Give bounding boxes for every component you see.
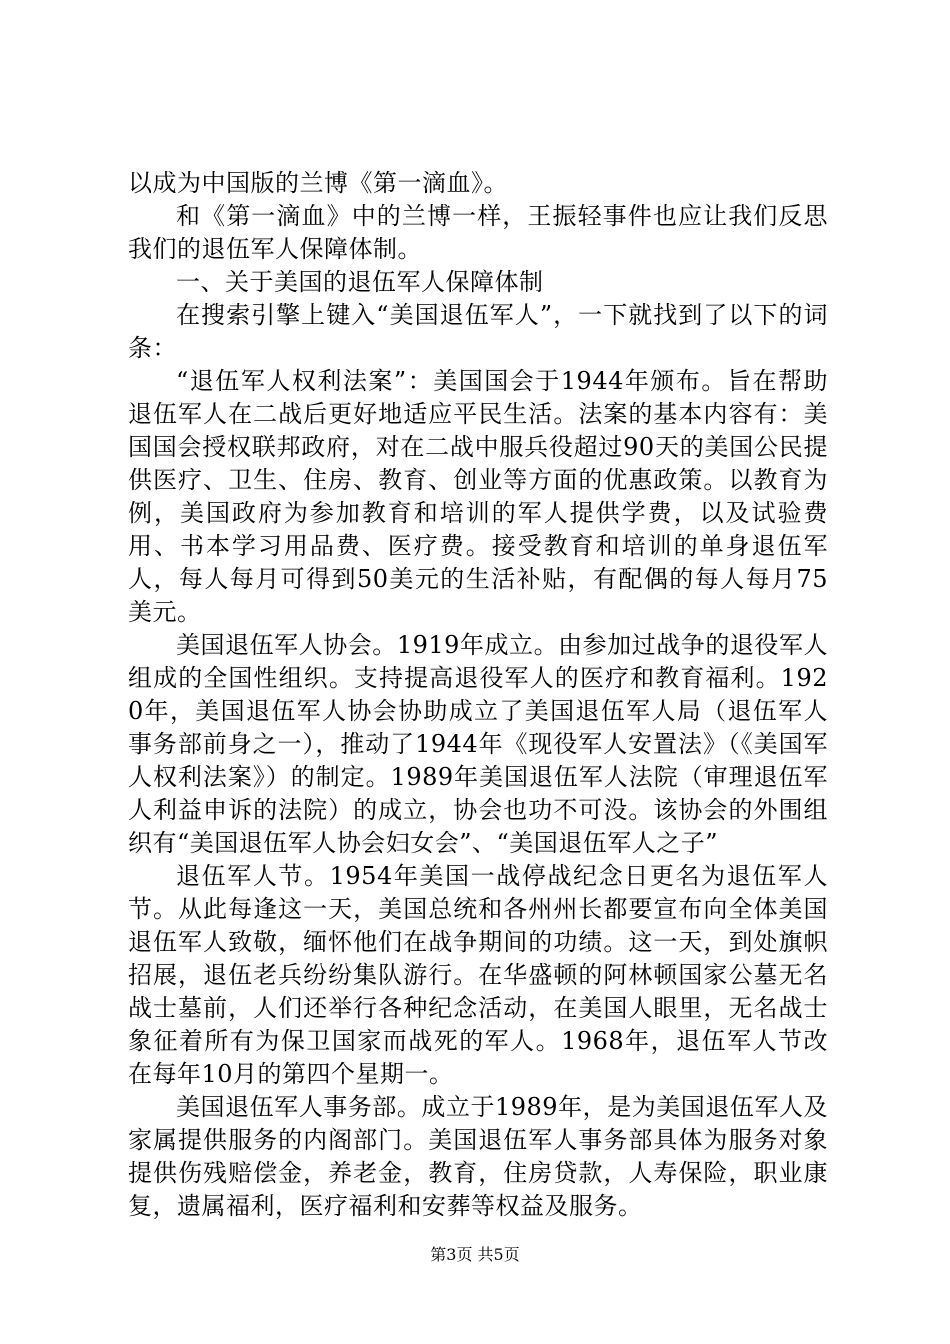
paragraph-reflection: 和《第一滴血》中的兰博一样，王振轻事件也应让我们反思我们的退伍军人保障体制。 (128, 202, 828, 263)
paragraph-continuation: 以成为中国版的兰博《第一滴血》。 (128, 169, 508, 197)
section-heading: 一、关于美国的退伍军人保障体制 (176, 268, 544, 296)
paragraph-american-legion: 美国退伍军人协会。1919年成立。由参加过战争的退役军人组成的全国性组织。支持提高退役军人的医疗和教育福利。1920年，美国退伍军人协会协助成立了美国退伍军人局（退伍军人事务部前身之一），推动了1944年《现役军人安置法》（《美国军人权利法案》）的制定。1989年美国退伍军人法院（审理退伍军人利益申诉的法院）的成立，协会也功不可没。该协会的外围组织有“美国退伍军人协会妇女会”、“美国退伍军人之子” (128, 631, 828, 857)
paragraph-search: 在搜索引擎上键入“美国退伍军人”，一下就找到了以下的词条： (128, 301, 828, 362)
paragraph-veterans-day: 退伍军人节。1954年美国一战停战纪念日更名为退伍军人节。从此每逢这一天，美国总统和各州州长都要宣布向全体美国退伍军人致敬，缅怀他们在战争期间的功绩。这一天，到处旗帜招展，退伍老兵纷纷集队游行。在华盛顿的阿林顿国家公墓无名战士墓前，人们还举行各种纪念活动，在美国人眼里，无名战士象征着所有为保卫国家而战死的军人。1968年，退伍军人节改在每年10月的第四个星期一。 (128, 862, 828, 1088)
document-body (128, 167, 828, 1223)
page-number-footer: 第3页 共5页 (430, 1245, 520, 1264)
paragraph-gi-bill: “退伍军人权利法案”：美国国会于1944年颁布。旨在帮助退伍军人在二战后更好地适应平民生活。法案的基本内容有：美国国会授权联邦政府，对在二战中服兵役超过90天的美国公民提供医疗、卫生、住房、教育、创业等方面的优惠政策。以教育为例，美国政府为参加教育和培训的军人提供学费，以及试验费用、书本学习用品费、医疗费。接受教育和培训的单身退伍军人，每人每月可得到50美元的生活补贴，有配偶的每人每月75美元。 (128, 367, 828, 626)
paragraph-veterans-affairs: 美国退伍军人事务部。成立于1989年，是为美国退伍军人及家属提供服务的内阁部门。美国退伍军人事务部具体为服务对象提供伤残赔偿金，养老金，教育，住房贷款，人寿保险，职业康复，遗属福利，医疗福利和安葬等权益及服务。 (128, 1093, 828, 1220)
